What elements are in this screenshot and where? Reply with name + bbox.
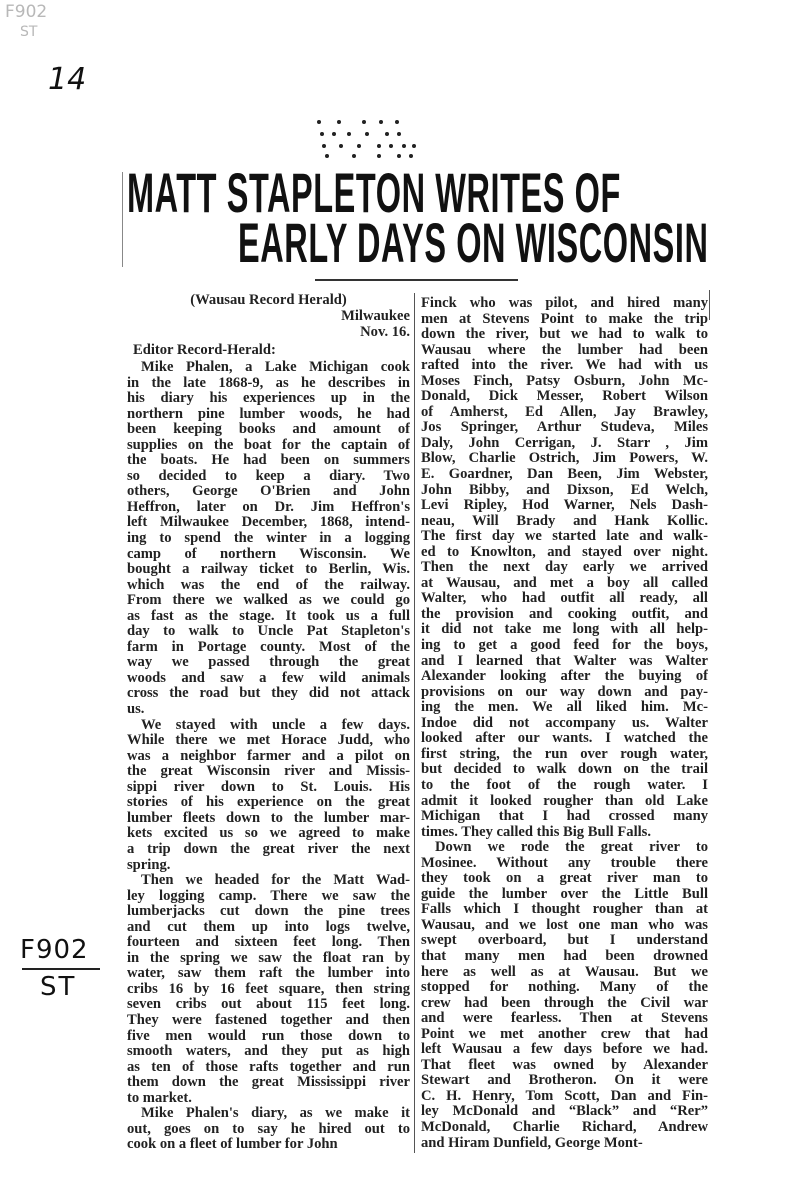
perforation-dot	[395, 120, 399, 124]
article-column-2	[421, 296, 708, 1151]
article-text-line: ing the men. We all liked him. Mc-	[421, 700, 708, 716]
perforation-dot	[397, 154, 401, 158]
perforation-dot	[322, 144, 326, 148]
article-text-line: spring.	[127, 857, 171, 873]
article-text-line: bought a railway ticket to Berlin, Wis.	[127, 562, 410, 578]
salutation: Editor Record-Herald:	[133, 342, 276, 358]
article-text-line: way we passed through the great	[127, 655, 410, 671]
article-text-line: five men would run those down to	[127, 1028, 410, 1044]
article-text-line: cook on a fleet of lumber for John	[127, 1137, 338, 1153]
perforation-dot	[332, 132, 336, 136]
article-text-line: Indoe did not accompany us. Walter	[421, 715, 708, 731]
article-text-line: which was the end of the railway.	[127, 577, 410, 593]
article-text-line: We stayed with uncle a few days.	[141, 717, 410, 733]
perforation-dot	[347, 132, 351, 136]
perforation-dot	[409, 154, 413, 158]
article-text-line: provisions on our way down and pay-	[421, 684, 708, 700]
article-text-line: in the spring we saw the float ran by	[127, 950, 410, 966]
handwritten-note-st: ST	[20, 24, 38, 40]
article-text-line: others, George O'Brien and John	[127, 484, 410, 500]
article-text-line: as fast as the stage. It took us a full	[127, 608, 410, 624]
headline-underline	[315, 279, 518, 281]
article-text-line: them down the great Mississippi river	[127, 1075, 410, 1091]
article-text-line: northern pine lumber woods, he had	[127, 406, 410, 422]
article-text-line: Blow, Charlie Ostrich, Jim Powers, W.	[421, 451, 708, 467]
article-text-line: From there we walked as we could go	[127, 593, 410, 609]
margin-note-divider	[22, 968, 100, 970]
perforation-dot	[377, 144, 381, 148]
article-text-line: the great Wisconsin river and Missis-	[127, 764, 410, 780]
margin-note-f902: F902	[20, 935, 89, 965]
article-text-line: looked after our wants. I watched the	[421, 731, 708, 747]
article-text-line: to the foot of the rough water. I	[421, 777, 708, 793]
article-text-line: times. They called this Big Bull Falls.	[421, 824, 652, 840]
article-text-line: supplies on the boat for the captain of	[127, 437, 410, 453]
article-text-line: Point we met another crew that had	[421, 1026, 708, 1042]
article-text-line: down the river, but we had to walk to	[421, 327, 708, 343]
article-text-line: was a neighbor farmer and a pilot on	[127, 748, 410, 764]
headline-line-1: MATT STAPLETON WRITES OF	[127, 161, 621, 224]
margin-note-st: ST	[40, 972, 77, 1002]
article-text-line: seven cribs out about 115 feet long.	[127, 997, 410, 1013]
article-text-line: stopped for nothing. Many of the	[421, 980, 708, 996]
article-text-line: While there we met Horace Judd, who	[127, 733, 410, 749]
article-text-line: Donald, Dick Messer, Robert Wilson	[421, 389, 708, 405]
article-text-line: fourteen and sixteen feet long. Then	[127, 935, 410, 951]
article-text-line: Daly, John Cerrigan, J. Starr , Jim	[421, 435, 708, 451]
article-text-line: sippi river down to St. Louis. His	[127, 779, 410, 795]
article-text-line: a trip down the great river the next	[127, 841, 410, 857]
dateline-city: Milwaukee	[341, 308, 410, 324]
article-text-line: admit it looked rougher than old Lake	[421, 793, 708, 809]
article-text-line: lumber fleets down to the lumber mar-	[127, 810, 410, 826]
article-text-line: in the late 1868-9, as he describes in	[127, 375, 410, 391]
article-text-line: and I learned that Walter was Walter	[421, 653, 708, 669]
perforation-dot	[385, 132, 389, 136]
column-2-body	[421, 296, 708, 1151]
article-text-line: Falls which I thought rougher than at	[421, 902, 708, 918]
article-text-line: Wausau where the lumber had been	[421, 342, 708, 358]
article-text-line: out, goes on to say he hired out to	[127, 1121, 410, 1137]
perforation-dot	[397, 132, 401, 136]
article-text-line: Mosinee. Without any trouble there	[421, 855, 708, 871]
article-column-1	[127, 293, 410, 1153]
article-text-line: been keeping books and amount of	[127, 422, 410, 438]
perforation-dot	[365, 132, 369, 136]
article-text-line: rafted into the river. We had with us	[421, 358, 708, 374]
article-text-line: to market.	[127, 1090, 192, 1106]
dateline-date: Nov. 16.	[360, 324, 410, 340]
article-text-line: that many men had been drowned	[421, 948, 708, 964]
perforation-dot	[412, 144, 416, 148]
article-text-line: woods and saw a few wild animals	[127, 670, 410, 686]
article-text-line: Levi Ripley, Hod Warner, Nels Dash-	[421, 498, 708, 514]
article-text-line: water, saw them raft the lumber into	[127, 966, 410, 982]
article-text-line: Mike Phalen, a Lake Michigan cook	[141, 360, 410, 375]
column-1-body	[127, 360, 410, 1153]
article-text-line: They were fastened together and then	[127, 1012, 410, 1028]
perforation-dot	[379, 120, 383, 124]
article-text-line: camp of northern Wisconsin. We	[127, 546, 410, 562]
article-text-line: it did not take me long with all help-	[421, 622, 708, 638]
article-text-line: Walter, who had outfit all ready, all	[421, 591, 708, 607]
article-text-line: of Amherst, Ed Allen, Jay Brawley,	[421, 404, 708, 420]
article-text-line: smooth waters, and they put as high	[127, 1044, 410, 1060]
article-text-line: Finck who was pilot, and hired many	[421, 296, 708, 311]
article-text-line: That fleet was owned by Alexander	[421, 1057, 708, 1073]
article-text-line: but decided to walk down on the trail	[421, 762, 708, 778]
perforation-dot	[339, 144, 343, 148]
article-text-line: E. Goardner, Dan Been, Jim Webster,	[421, 467, 708, 483]
article-text-line: kets excited us so we agreed to make	[127, 826, 410, 842]
article-text-line: ing to get a good feed for the boys,	[421, 638, 708, 654]
article-text-line: us.	[127, 702, 145, 718]
handwritten-note-f902: F902	[5, 2, 48, 22]
article-text-line: first string, the run over rough water,	[421, 746, 708, 762]
perforation-dot	[320, 132, 324, 136]
article-text-line: farm in Portage county. Most of the	[127, 639, 410, 655]
article-text-line: as ten of those rafts together and run	[127, 1059, 410, 1075]
article-text-line: Then we headed for the Matt Wad-	[141, 873, 410, 889]
article-text-line: ley logging camp. There we saw the	[127, 888, 410, 904]
article-text-line: Stewart and Brotheron. On it were	[421, 1073, 708, 1089]
article-text-line: and Hiram Dunfield, George Mont-	[421, 1135, 643, 1151]
article-text-line: they took on a great river man to	[421, 871, 708, 887]
article-text-line: Alexander looking after the buying of	[421, 669, 708, 685]
article-text-line: Then the next day early we arrived	[421, 560, 708, 576]
article-text-line: C. H. Henry, Tom Scott, Dan and Fin-	[421, 1088, 708, 1104]
article-text-line: Down we rode the great river to	[435, 840, 708, 856]
article-text-line: Jos Springer, Arthur Studeva, Miles	[421, 420, 708, 436]
article-text-line: day to walk to Uncle Pat Stapleton's	[127, 624, 410, 640]
article-text-line: Mike Phalen's diary, as we make it	[141, 1106, 410, 1122]
headline-line-2: EARLY DAYS ON WISCONSIN	[238, 211, 709, 274]
article-text-line: ed to Knowlton, and stayed over night.	[421, 544, 708, 560]
dateline-source: (Wausau Record Herald)	[190, 292, 347, 308]
perforation-dot	[362, 120, 366, 124]
article-text-line: Michigan that I had crossed many	[421, 809, 708, 825]
article-text-line: cross the road but they did not attack	[127, 686, 410, 702]
article-text-line: John Bibby, and Dixson, Ed Welch,	[421, 482, 708, 498]
perforation-dot	[377, 154, 381, 158]
article-text-line: The first day we started late and walk-	[421, 529, 708, 545]
article-text-line: lumberjacks cut down the pine trees	[127, 904, 410, 920]
perforation-dot	[389, 144, 393, 148]
article-text-line: the provision and cooking outfit, and	[421, 606, 708, 622]
perforation-dot	[325, 154, 329, 158]
article-text-line: here as well as at Wausau. But we	[421, 964, 708, 980]
article-text-line: so decided to keep a diary. Two	[127, 468, 410, 484]
article-text-line: Moses Finch, Patsy Osburn, John Mc-	[421, 373, 708, 389]
article-text-line: his diary his experiences up in the	[127, 391, 410, 407]
article-text-line: guide the lumber over the Little Bull	[421, 886, 708, 902]
article-text-line: ing to spend the winter in a logging	[127, 531, 410, 547]
article-text-line: crew had been through the Civil war	[421, 995, 708, 1011]
article-text-line: stories of his experience on the great	[127, 795, 410, 811]
article-text-line: Wausau, and we lost one man who was	[421, 917, 708, 933]
perforation-dot	[337, 120, 341, 124]
article-text-line: the boats. He had been on summers	[127, 453, 410, 469]
perforated-stamp	[315, 120, 415, 160]
article-text-line: Heffron, later on Dr. Jim Heffron's	[127, 499, 410, 515]
article-text-line: left Milwaukee December, 1868, intend-	[127, 515, 410, 531]
perforation-dot	[317, 120, 321, 124]
right-edge-rule	[709, 290, 710, 320]
article-text-line: ley McDonald and “Black” and “Rer”	[421, 1104, 708, 1120]
handwritten-page-number: 14	[48, 62, 87, 97]
article-text-line: neau, Will Brady and Hank Kollic.	[421, 513, 708, 529]
perforation-dot	[352, 154, 356, 158]
article-text-line: and cut them up into logs twelve,	[127, 919, 410, 935]
column-divider	[414, 293, 415, 1153]
article-text-line: McDonald, Charlie Richard, Andrew	[421, 1119, 708, 1135]
article-text-line: left Wausau a few days before we had.	[421, 1042, 708, 1058]
article-text-line: and were fearless. Then at Stevens	[421, 1011, 708, 1027]
headline-left-rule	[122, 172, 123, 267]
article-text-line: swept overboard, but I understand	[421, 933, 708, 949]
perforation-dot	[402, 144, 406, 148]
article-text-line: cribs 16 by 16 feet square, then string	[127, 981, 410, 997]
article-text-line: men at Stevens Point to make the trip	[421, 311, 708, 327]
perforation-dot	[357, 144, 361, 148]
article-text-line: at Wausau, and met a boy all called	[421, 575, 708, 591]
